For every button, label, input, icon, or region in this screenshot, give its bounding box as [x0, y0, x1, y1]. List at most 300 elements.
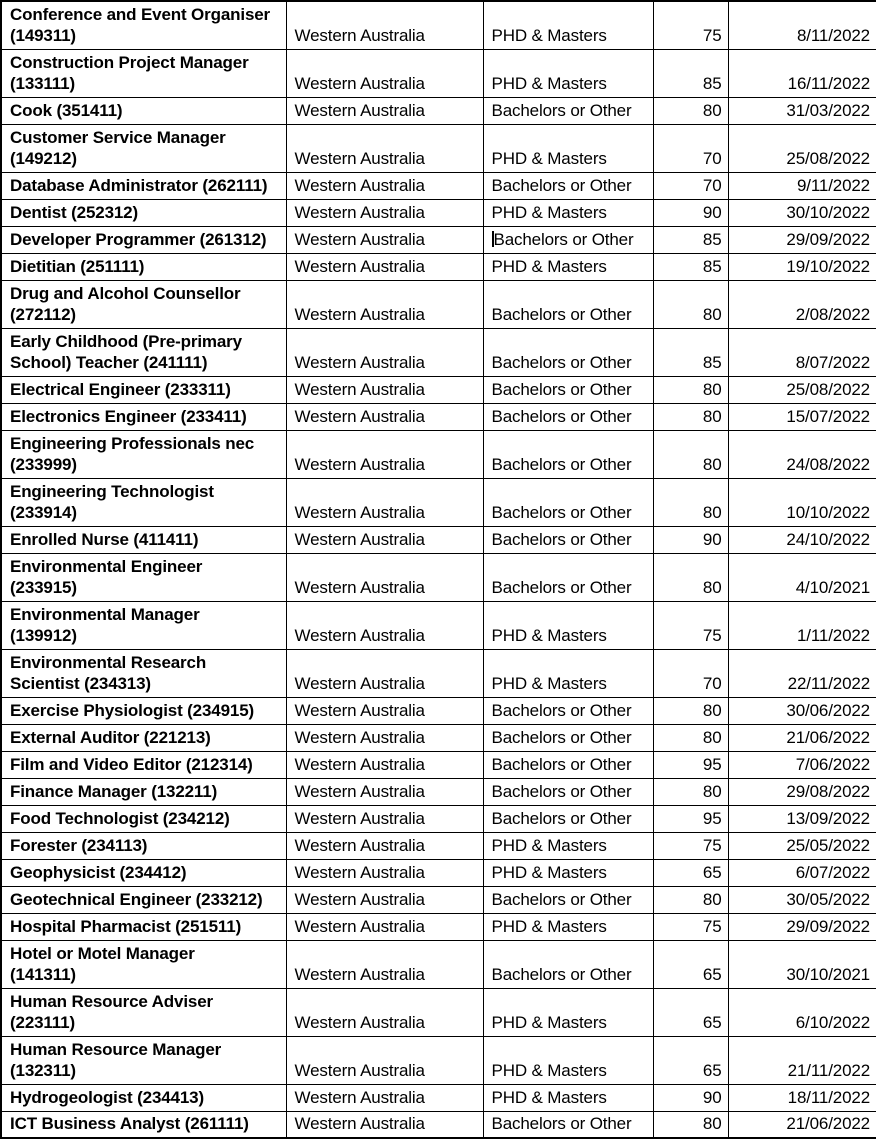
date-cell[interactable]	[728, 805, 876, 832]
occupation-cell[interactable]	[1, 403, 286, 430]
points-cell[interactable]	[653, 553, 728, 601]
points-cell[interactable]	[653, 172, 728, 199]
qualification-text: Bachelors or Other	[491, 100, 632, 120]
points-value: 80	[702, 889, 722, 909]
state-cell[interactable]	[286, 1084, 483, 1111]
date-value: 21/06/2022	[786, 727, 870, 747]
qualification-cell[interactable]	[483, 430, 653, 478]
date-cell[interactable]	[728, 601, 876, 649]
qualification-cell[interactable]	[483, 172, 653, 199]
table-row	[1, 49, 876, 97]
table-row	[1, 478, 876, 526]
points-cell[interactable]	[653, 253, 728, 280]
occupation-cell[interactable]	[1, 376, 286, 403]
points-value: 80	[702, 100, 722, 120]
qualification-cell[interactable]	[483, 403, 653, 430]
qualification-text: Bachelors or Other	[491, 889, 632, 909]
table-row	[1, 832, 876, 859]
points-cell[interactable]	[653, 778, 728, 805]
state-cell[interactable]	[286, 805, 483, 832]
date-cell[interactable]	[728, 172, 876, 199]
state-text: Western Australia	[294, 700, 425, 720]
qualification-cell[interactable]	[483, 886, 653, 913]
qualification-cell[interactable]	[483, 601, 653, 649]
state-cell[interactable]	[286, 403, 483, 430]
occupation-cell[interactable]	[1, 778, 286, 805]
table-row	[1, 1084, 876, 1111]
date-cell[interactable]	[728, 328, 876, 376]
points-cell[interactable]	[653, 805, 728, 832]
state-cell[interactable]	[286, 97, 483, 124]
qualification-text: PHD & Masters	[491, 73, 607, 93]
date-value: 7/06/2022	[795, 754, 870, 774]
points-cell[interactable]	[653, 280, 728, 328]
qualification-cell[interactable]	[483, 328, 653, 376]
state-cell[interactable]	[286, 913, 483, 940]
date-cell[interactable]	[728, 697, 876, 724]
qualification-text: PHD & Masters	[491, 148, 607, 168]
date-value: 21/11/2022	[787, 1060, 870, 1080]
date-cell[interactable]	[728, 199, 876, 226]
table-row	[1, 1036, 876, 1084]
occupation-cell[interactable]	[1, 940, 286, 988]
state-cell[interactable]	[286, 988, 483, 1036]
qualification-text: Bachelors or Other	[491, 754, 632, 774]
qualification-cell[interactable]	[483, 526, 653, 553]
occupation-cell[interactable]	[1, 601, 286, 649]
occupation-text: Hotel or Motel Manager	[10, 943, 195, 963]
qualification-cell[interactable]	[483, 226, 653, 253]
date-value: 30/06/2022	[786, 700, 870, 720]
occupation-cell[interactable]	[1, 172, 286, 199]
state-cell[interactable]	[286, 724, 483, 751]
table-row	[1, 886, 876, 913]
qualification-cell[interactable]	[483, 553, 653, 601]
points-value: 70	[702, 148, 722, 168]
state-text: Western Australia	[294, 25, 425, 45]
points-value: 65	[702, 964, 722, 984]
table-row	[1, 805, 876, 832]
qualification-text: Bachelors or Other	[491, 406, 632, 426]
date-cell[interactable]	[728, 97, 876, 124]
date-value: 19/10/2022	[786, 256, 870, 276]
qualification-text: PHD & Masters	[491, 625, 607, 645]
date-value: 21/06/2022	[786, 1114, 870, 1133]
occupation-cell[interactable]	[1, 1084, 286, 1111]
occupation-text: Human Resource Adviser	[10, 991, 213, 1011]
state-text: Western Australia	[294, 808, 425, 828]
state-text: Western Australia	[294, 406, 425, 426]
occupation-cell[interactable]	[1, 199, 286, 226]
qualification-text: Bachelors or Other	[491, 727, 632, 747]
state-cell[interactable]	[286, 328, 483, 376]
state-cell[interactable]	[286, 376, 483, 403]
points-cell[interactable]	[653, 988, 728, 1036]
points-cell[interactable]	[653, 328, 728, 376]
occupation-cell[interactable]	[1, 1, 286, 49]
state-text: Western Australia	[294, 625, 425, 645]
occupation-cell[interactable]	[1, 553, 286, 601]
points-cell[interactable]	[653, 886, 728, 913]
points-cell[interactable]	[653, 1, 728, 49]
occupation-text: (149311)	[10, 25, 76, 45]
date-cell[interactable]	[728, 403, 876, 430]
state-cell[interactable]	[286, 478, 483, 526]
state-text: Western Australia	[294, 754, 425, 774]
qualification-text: Bachelors or Other	[491, 1114, 632, 1133]
qualification-cell[interactable]	[483, 751, 653, 778]
occupation-text: Food Technologist (234212)	[10, 808, 230, 828]
qualification-text: Bachelors or Other	[491, 700, 632, 720]
occupation-text: Geotechnical Engineer (233212)	[10, 889, 263, 909]
occupation-cell[interactable]	[1, 913, 286, 940]
occupation-text: Electrical Engineer (233311)	[10, 379, 231, 399]
occupation-cell[interactable]	[1, 832, 286, 859]
occupation-text: Construction Project Manager	[10, 52, 249, 72]
occupation-text: (233915)	[10, 577, 77, 597]
qualification-cell[interactable]	[483, 913, 653, 940]
qualification-cell[interactable]	[483, 988, 653, 1036]
points-value: 65	[702, 1012, 722, 1032]
occupation-text: (233999)	[10, 454, 77, 474]
date-cell[interactable]	[728, 649, 876, 697]
points-value: 75	[702, 835, 722, 855]
points-cell[interactable]	[653, 697, 728, 724]
points-value: 85	[702, 229, 722, 249]
occupation-text: Engineering Technologist	[10, 481, 214, 501]
occupation-text: Enrolled Nurse (411411)	[10, 529, 199, 549]
state-cell[interactable]	[286, 199, 483, 226]
occupation-text: Environmental Manager	[10, 604, 200, 624]
qualification-text: Bachelors or Other	[493, 229, 634, 249]
date-cell[interactable]	[728, 553, 876, 601]
date-cell[interactable]	[728, 859, 876, 886]
state-cell[interactable]	[286, 1, 483, 49]
date-value: 25/08/2022	[786, 379, 870, 399]
points-cell[interactable]	[653, 940, 728, 988]
date-cell[interactable]	[728, 913, 876, 940]
date-value: 22/11/2022	[787, 673, 870, 693]
state-cell[interactable]	[286, 124, 483, 172]
qualification-cell[interactable]	[483, 697, 653, 724]
state-cell[interactable]	[286, 859, 483, 886]
occupation-text: Conference and Event Organiser	[10, 4, 271, 24]
points-cell[interactable]	[653, 832, 728, 859]
state-text: Western Australia	[294, 889, 425, 909]
qualification-cell[interactable]	[483, 724, 653, 751]
state-text: Western Australia	[294, 577, 425, 597]
points-cell[interactable]	[653, 1084, 728, 1111]
points-value: 65	[702, 862, 722, 882]
points-value: 75	[702, 625, 722, 645]
points-cell[interactable]	[653, 403, 728, 430]
occupation-text: Film and Video Editor (212314)	[10, 754, 253, 774]
date-value: 2/08/2022	[795, 304, 870, 324]
points-value: 85	[702, 352, 722, 372]
points-value: 95	[702, 808, 722, 828]
date-value: 25/08/2022	[786, 148, 870, 168]
state-cell[interactable]	[286, 526, 483, 553]
table-row	[1, 940, 876, 988]
occupation-cell[interactable]	[1, 805, 286, 832]
qualification-text: Bachelors or Other	[491, 304, 632, 324]
occupation-cell[interactable]	[1, 280, 286, 328]
points-cell[interactable]	[653, 430, 728, 478]
table-row	[1, 226, 876, 253]
qualification-text: Bachelors or Other	[491, 808, 632, 828]
points-value: 75	[702, 916, 722, 936]
points-cell[interactable]	[653, 601, 728, 649]
occupation-text: (272112)	[10, 304, 76, 324]
table-row	[1, 988, 876, 1036]
occupation-cell[interactable]	[1, 430, 286, 478]
date-value: 6/07/2022	[795, 862, 870, 882]
state-cell[interactable]	[286, 751, 483, 778]
table-row	[1, 280, 876, 328]
state-text: Western Australia	[294, 835, 425, 855]
state-cell[interactable]	[286, 886, 483, 913]
points-cell[interactable]	[653, 751, 728, 778]
occupation-cell[interactable]	[1, 649, 286, 697]
state-cell[interactable]	[286, 1036, 483, 1084]
occupation-cell[interactable]	[1, 49, 286, 97]
qualification-cell[interactable]	[483, 253, 653, 280]
date-cell[interactable]	[728, 124, 876, 172]
points-cell[interactable]	[653, 124, 728, 172]
state-cell[interactable]	[286, 649, 483, 697]
date-cell[interactable]	[728, 1036, 876, 1084]
state-cell[interactable]	[286, 253, 483, 280]
table-row	[1, 403, 876, 430]
state-text: Western Australia	[294, 673, 425, 693]
date-cell[interactable]	[728, 526, 876, 553]
occupation-cell[interactable]	[1, 724, 286, 751]
occupation-text: Finance Manager (132211)	[10, 781, 218, 801]
points-value: 85	[702, 256, 722, 276]
state-text: Western Australia	[294, 502, 425, 522]
date-cell[interactable]	[728, 988, 876, 1036]
table-row	[1, 124, 876, 172]
state-text: Western Australia	[294, 202, 425, 222]
qualification-text: PHD & Masters	[491, 673, 607, 693]
date-value: 29/09/2022	[786, 229, 870, 249]
state-cell[interactable]	[286, 430, 483, 478]
occupation-cell[interactable]	[1, 526, 286, 553]
occupation-text: ICT Business Analyst (261111)	[10, 1114, 249, 1133]
date-cell[interactable]	[728, 478, 876, 526]
state-cell[interactable]	[286, 697, 483, 724]
state-cell[interactable]	[286, 940, 483, 988]
occupation-cell[interactable]	[1, 97, 286, 124]
table-row	[1, 253, 876, 280]
date-cell[interactable]	[728, 430, 876, 478]
state-cell[interactable]	[286, 778, 483, 805]
date-value: 24/08/2022	[786, 454, 870, 474]
state-cell[interactable]	[286, 172, 483, 199]
points-cell[interactable]	[653, 649, 728, 697]
points-value: 75	[702, 25, 722, 45]
state-cell[interactable]	[286, 553, 483, 601]
state-text: Western Australia	[294, 352, 425, 372]
qualification-cell[interactable]	[483, 805, 653, 832]
state-cell[interactable]	[286, 49, 483, 97]
qualification-cell[interactable]	[483, 478, 653, 526]
date-cell[interactable]	[728, 226, 876, 253]
occupation-text: (132311)	[10, 1060, 76, 1080]
qualification-text: Bachelors or Other	[491, 175, 632, 195]
points-cell[interactable]	[653, 97, 728, 124]
table-row	[1, 376, 876, 403]
qualification-text: Bachelors or Other	[491, 352, 632, 372]
occupation-cell[interactable]	[1, 328, 286, 376]
occupation-text: Environmental Research	[10, 652, 207, 672]
qualification-cell[interactable]	[483, 1036, 653, 1084]
qualification-cell[interactable]	[483, 1, 653, 49]
qualification-text: PHD & Masters	[491, 835, 607, 855]
date-cell[interactable]	[728, 751, 876, 778]
date-value: 30/05/2022	[786, 889, 870, 909]
state-text: Western Australia	[294, 175, 425, 195]
points-cell[interactable]	[653, 376, 728, 403]
qualification-cell[interactable]	[483, 199, 653, 226]
qualification-cell[interactable]	[483, 97, 653, 124]
occupation-text: Database Administrator (262111)	[10, 175, 268, 195]
occupation-cell[interactable]	[1, 1036, 286, 1084]
qualification-cell[interactable]	[483, 832, 653, 859]
qualification-text: Bachelors or Other	[491, 529, 632, 549]
date-value: 16/11/2022	[787, 73, 870, 93]
points-cell[interactable]	[653, 478, 728, 526]
points-value: 80	[702, 406, 722, 426]
occupation-cell[interactable]	[1, 751, 286, 778]
table-row	[1, 172, 876, 199]
state-text: Western Australia	[294, 100, 425, 120]
state-text: Western Australia	[294, 454, 425, 474]
qualification-cell[interactable]	[483, 280, 653, 328]
date-cell[interactable]	[728, 49, 876, 97]
table-row	[1, 778, 876, 805]
points-cell[interactable]	[653, 913, 728, 940]
points-cell[interactable]	[653, 226, 728, 253]
table-row	[1, 751, 876, 778]
occupation-cell[interactable]	[1, 478, 286, 526]
occupation-text: Engineering Professionals nec	[10, 433, 255, 453]
table-row	[1, 97, 876, 124]
qualification-cell[interactable]	[483, 376, 653, 403]
points-value: 80	[702, 781, 722, 801]
points-cell[interactable]	[653, 526, 728, 553]
occupation-text: (149212)	[10, 148, 77, 168]
occupation-cell[interactable]	[1, 226, 286, 253]
points-cell[interactable]	[653, 859, 728, 886]
occupation-cell[interactable]	[1, 253, 286, 280]
date-value: 10/10/2022	[786, 502, 870, 522]
date-cell[interactable]	[728, 376, 876, 403]
date-value: 29/08/2022	[786, 781, 870, 801]
table-row	[1, 1, 876, 49]
qualification-text: PHD & Masters	[491, 916, 607, 936]
qualification-cell[interactable]	[483, 649, 653, 697]
points-cell[interactable]	[653, 199, 728, 226]
points-value: 90	[702, 529, 722, 549]
occupation-text: Customer Service Manager	[10, 127, 226, 147]
qualification-cell[interactable]	[483, 778, 653, 805]
date-cell[interactable]	[728, 280, 876, 328]
state-text: Western Australia	[294, 916, 425, 936]
date-cell[interactable]	[728, 886, 876, 913]
qualification-cell[interactable]	[483, 1084, 653, 1111]
state-text: Western Australia	[294, 304, 425, 324]
points-value: 95	[702, 754, 722, 774]
state-text: Western Australia	[294, 862, 425, 882]
date-value: 9/11/2022	[796, 175, 870, 195]
state-text: Western Australia	[294, 1087, 425, 1107]
points-value: 90	[702, 1087, 722, 1107]
qualification-cell[interactable]	[483, 124, 653, 172]
date-cell[interactable]	[728, 940, 876, 988]
qualification-text: Bachelors or Other	[491, 379, 632, 399]
points-cell[interactable]	[653, 49, 728, 97]
state-cell[interactable]	[286, 832, 483, 859]
date-value: 13/09/2022	[786, 808, 870, 828]
occupation-cell[interactable]	[1, 886, 286, 913]
state-cell[interactable]	[286, 280, 483, 328]
table-row	[1, 199, 876, 226]
state-text: Western Australia	[294, 781, 425, 801]
qualification-text: Bachelors or Other	[491, 577, 632, 597]
occupation-text: Exercise Physiologist (234915)	[10, 700, 255, 720]
points-value: 80	[702, 454, 722, 474]
date-cell[interactable]	[728, 1084, 876, 1111]
occupation-text: External Auditor (221213)	[10, 727, 211, 747]
occupation-text: Drug and Alcohol Counsellor	[10, 283, 241, 303]
occupation-text: (139912)	[10, 625, 77, 645]
occupation-text: Dietitian (251111)	[10, 256, 145, 276]
occupation-cell[interactable]	[1, 988, 286, 1036]
occupation-text: Environmental Engineer	[10, 556, 203, 576]
occupation-text: (133111)	[10, 73, 75, 93]
date-cell[interactable]	[728, 724, 876, 751]
table-row	[1, 697, 876, 724]
state-cell[interactable]	[286, 226, 483, 253]
points-value: 70	[702, 673, 722, 693]
table-row	[1, 526, 876, 553]
occupation-cell[interactable]	[1, 124, 286, 172]
date-cell[interactable]	[728, 778, 876, 805]
date-value: 30/10/2021	[786, 964, 870, 984]
occupation-text: Forester (234113)	[10, 835, 148, 855]
date-value: 4/10/2021	[795, 577, 870, 597]
qualification-cell[interactable]	[483, 859, 653, 886]
qualification-cell[interactable]	[483, 49, 653, 97]
occupation-text: Cook (351411)	[10, 100, 123, 120]
state-text: Western Australia	[294, 964, 425, 984]
date-cell[interactable]	[728, 1, 876, 49]
occupation-cell[interactable]	[1, 859, 286, 886]
points-value: 80	[702, 1114, 722, 1133]
points-cell[interactable]	[653, 724, 728, 751]
occupation-text: Hospital Pharmacist (251511)	[10, 916, 242, 936]
date-value: 30/10/2022	[786, 202, 870, 222]
date-cell[interactable]	[728, 832, 876, 859]
state-cell[interactable]	[286, 601, 483, 649]
qualification-cell[interactable]	[483, 940, 653, 988]
occupation-cell[interactable]	[1, 697, 286, 724]
points-cell[interactable]	[653, 1036, 728, 1084]
occupation-text: Early Childhood (Pre-primary	[10, 331, 242, 351]
date-cell[interactable]	[728, 253, 876, 280]
date-value: 29/09/2022	[786, 916, 870, 936]
